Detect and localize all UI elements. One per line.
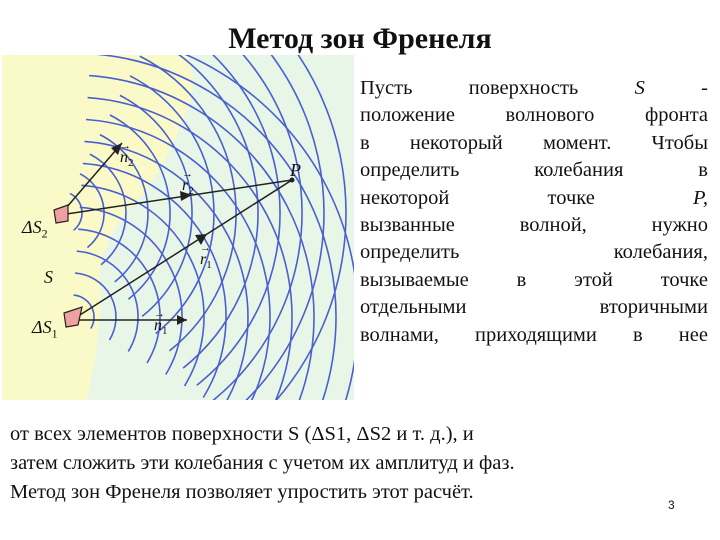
slide-title: Метод зон Френеля xyxy=(228,22,492,55)
text-line: в некоторый момент. Чтобы xyxy=(360,131,708,154)
paragraph-right xyxy=(360,75,708,349)
fresnel-diagram xyxy=(2,55,354,400)
text-line: определить колебания в xyxy=(360,159,708,182)
text-line: волнами, приходящими в нее xyxy=(360,323,708,346)
label-r2: → $r_2$ xyxy=(182,168,194,198)
diagram-svg xyxy=(2,55,354,400)
label-S: S xyxy=(44,267,53,287)
label-dS1: $\Delta S_1$ xyxy=(32,317,58,341)
label-n1: → $n_1$ xyxy=(154,308,168,338)
bottom-line-3: Метод зон Френеля позволяет упростить этот расчёт. xyxy=(10,481,474,503)
text-line: отдельными вторичными xyxy=(360,296,708,319)
page-number: 3 xyxy=(668,498,675,512)
label-n2: → $n_2$ xyxy=(120,140,134,170)
text-line: Пусть поверхность S - xyxy=(360,77,708,99)
label-P: P xyxy=(290,160,301,180)
text-line: определить колебания, xyxy=(360,241,708,264)
bottom-line-2: затем сложить эти колебания с учетом их амплитуд и фаз. xyxy=(10,452,515,474)
paragraph-bottom xyxy=(10,420,710,507)
text-line: вызванные волной, нужно xyxy=(360,214,708,237)
label-dS2: $\Delta S_2$ xyxy=(22,217,48,241)
text-line: некоторой точке P, xyxy=(360,186,708,209)
label-r1: → $r_1$ xyxy=(200,242,212,272)
text-line: положение волнового фронта xyxy=(360,104,708,127)
text-line: вызываемые в этой точке xyxy=(360,268,708,291)
bottom-line-1: от всех элементов поверхности S (ΔS1, ΔS2 и т. д.), и xyxy=(10,423,474,445)
